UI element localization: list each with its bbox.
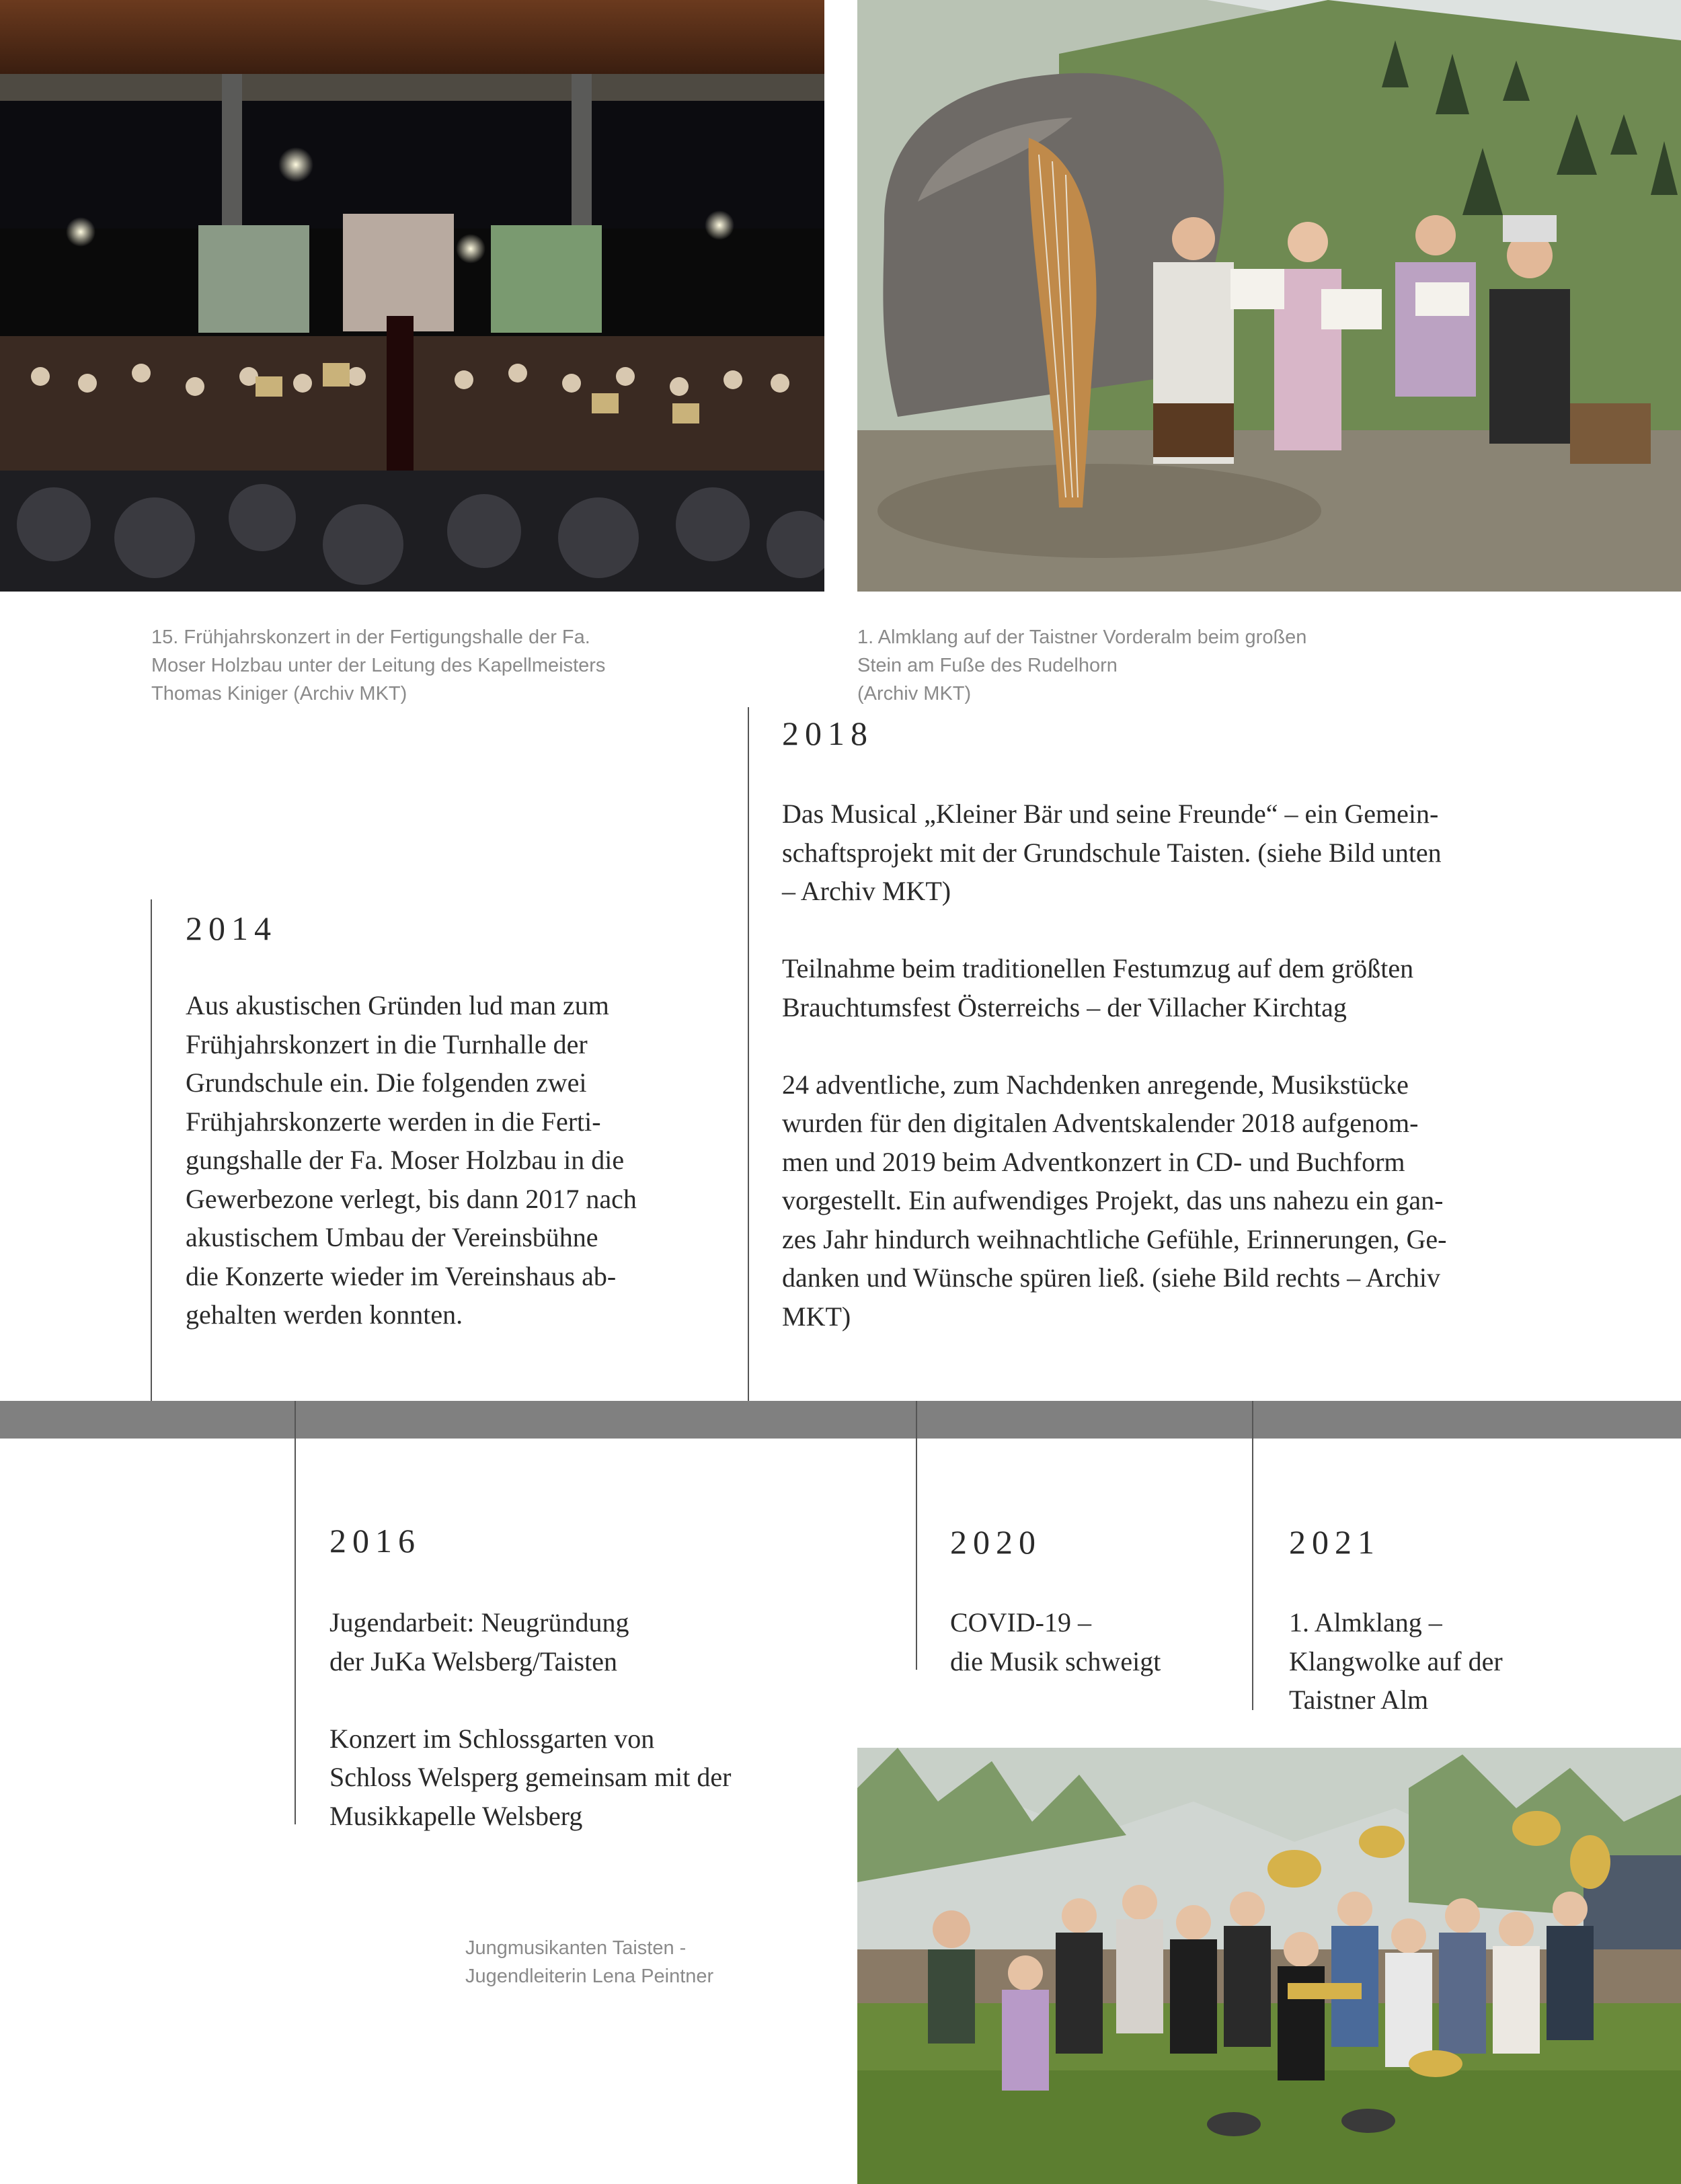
text-line: Frühjahrskonzerte werden in die Ferti- — [186, 1106, 601, 1137]
text-line: Jugendarbeit: Neugründung — [329, 1607, 629, 1637]
text-line: danken und Wünsche spüren ließ. (siehe Bild rechts – Archiv — [782, 1262, 1441, 1293]
text-line: MKT) — [782, 1301, 851, 1332]
text-line: COVID-19 – — [950, 1607, 1091, 1637]
caption-line: Stein am Fuße des Rudelhorn — [857, 655, 1118, 676]
text-line: Gewerbezone verlegt, bis dann 2017 nach — [186, 1183, 637, 1214]
text-gap — [782, 911, 1447, 950]
text-line: men und 2019 beim Adventkonzert in CD- und Buchform — [782, 1146, 1405, 1177]
text-line: Taistner Alm — [1289, 1685, 1429, 1715]
text-line: wurden für den digitalen Adventskalender 2018 aufgenom- — [782, 1108, 1419, 1138]
text-gap — [782, 1026, 1447, 1065]
text-line: Frühjahrskonzert in die Turnhalle der — [186, 1028, 588, 1059]
text-line: gehalten werden konnten. — [186, 1299, 463, 1330]
text-line: der JuKa Welsberg/Taisten — [329, 1646, 617, 1676]
text-2014 — [186, 986, 637, 1334]
text-2016 — [329, 1603, 731, 1835]
text-line: 24 adventliche, zum Nachdenken anregende, Musikstücke — [782, 1069, 1409, 1100]
text-line: Aus akustischen Gründen lud man zum — [186, 990, 609, 1020]
text-line: Schloss Welsperg gemeinsam mit der — [329, 1762, 732, 1792]
year-2020: 2020 — [950, 1523, 1042, 1561]
text-line: 1. Almklang – — [1289, 1607, 1442, 1637]
caption-line: Thomas Kiniger (Archiv MKT) — [151, 683, 407, 704]
text-line: Grundschule ein. Die folgenden zwei — [186, 1067, 587, 1098]
alpine-ensemble-photo — [857, 0, 1681, 592]
text-2018 — [782, 795, 1447, 1336]
text-line: Musikkapelle Welsberg — [329, 1800, 583, 1831]
text-line: die Musik schweigt — [950, 1646, 1161, 1676]
text-line: die Konzerte wieder im Vereinshaus ab- — [186, 1260, 617, 1291]
text-line: Das Musical „Kleiner Bär und seine Freunde“ – ein Gemein- — [782, 799, 1439, 829]
text-line: zes Jahr hindurch weihnachtliche Gefühle, Erinnerungen, Ge- — [782, 1223, 1447, 1254]
text-line: gungshalle der Fa. Moser Holzbau in die — [186, 1145, 625, 1175]
text-line: Teilnahme beim traditionellen Festumzug auf dem größten — [782, 953, 1414, 983]
caption-line: 1. Almklang auf der Taistner Vorderalm beim großen — [857, 626, 1307, 648]
text-line: Klangwolke auf der — [1289, 1646, 1503, 1676]
text-line: – Archiv MKT) — [782, 876, 951, 906]
text-line: vorgestellt. Ein aufwendiges Projekt, das uns nahezu ein gan- — [782, 1185, 1444, 1215]
photo-caption-concert — [151, 623, 605, 708]
text-line: Konzert im Schlossgarten von — [329, 1723, 655, 1754]
year-2016: 2016 — [329, 1522, 421, 1560]
caption-line: Jugendleiterin Lena Peintner — [465, 1966, 714, 1987]
year-2021: 2021 — [1289, 1523, 1380, 1561]
photo-caption-youth — [465, 1934, 713, 1990]
timeline-band — [0, 1401, 1681, 1439]
youth-band-photo — [857, 1748, 1681, 2184]
timeline-line-2020 — [916, 1401, 917, 1670]
text-2021 — [1289, 1603, 1503, 1720]
year-2018: 2018 — [782, 715, 873, 752]
text-line: schaftsprojekt mit der Grundschule Taisten. (siehe Bild unten — [782, 837, 1442, 868]
timeline-line-2018 — [748, 707, 749, 1439]
photo-caption-alm — [857, 623, 1306, 708]
caption-line: Jungmusikanten Taisten - — [465, 1937, 687, 1959]
year-2014: 2014 — [186, 909, 277, 947]
timeline-line-2014 — [151, 899, 152, 1439]
text-2020 — [950, 1603, 1161, 1681]
timeline-line-2021 — [1252, 1401, 1253, 1710]
caption-line: (Archiv MKT) — [857, 683, 972, 704]
caption-line: 15. Frühjahrskonzert in der Fertigungshalle der Fa. — [151, 626, 590, 648]
text-line: akustischem Umbau der Vereinsbühne — [186, 1222, 598, 1252]
timeline-line-2016 — [295, 1401, 296, 1824]
concert-hall-photo — [0, 0, 824, 592]
text-gap — [329, 1681, 731, 1720]
caption-line: Moser Holzbau unter der Leitung des Kapellmeisters — [151, 655, 606, 676]
text-line: Brauchtumsfest Österreichs – der Villacher Kirchtag — [782, 992, 1347, 1022]
